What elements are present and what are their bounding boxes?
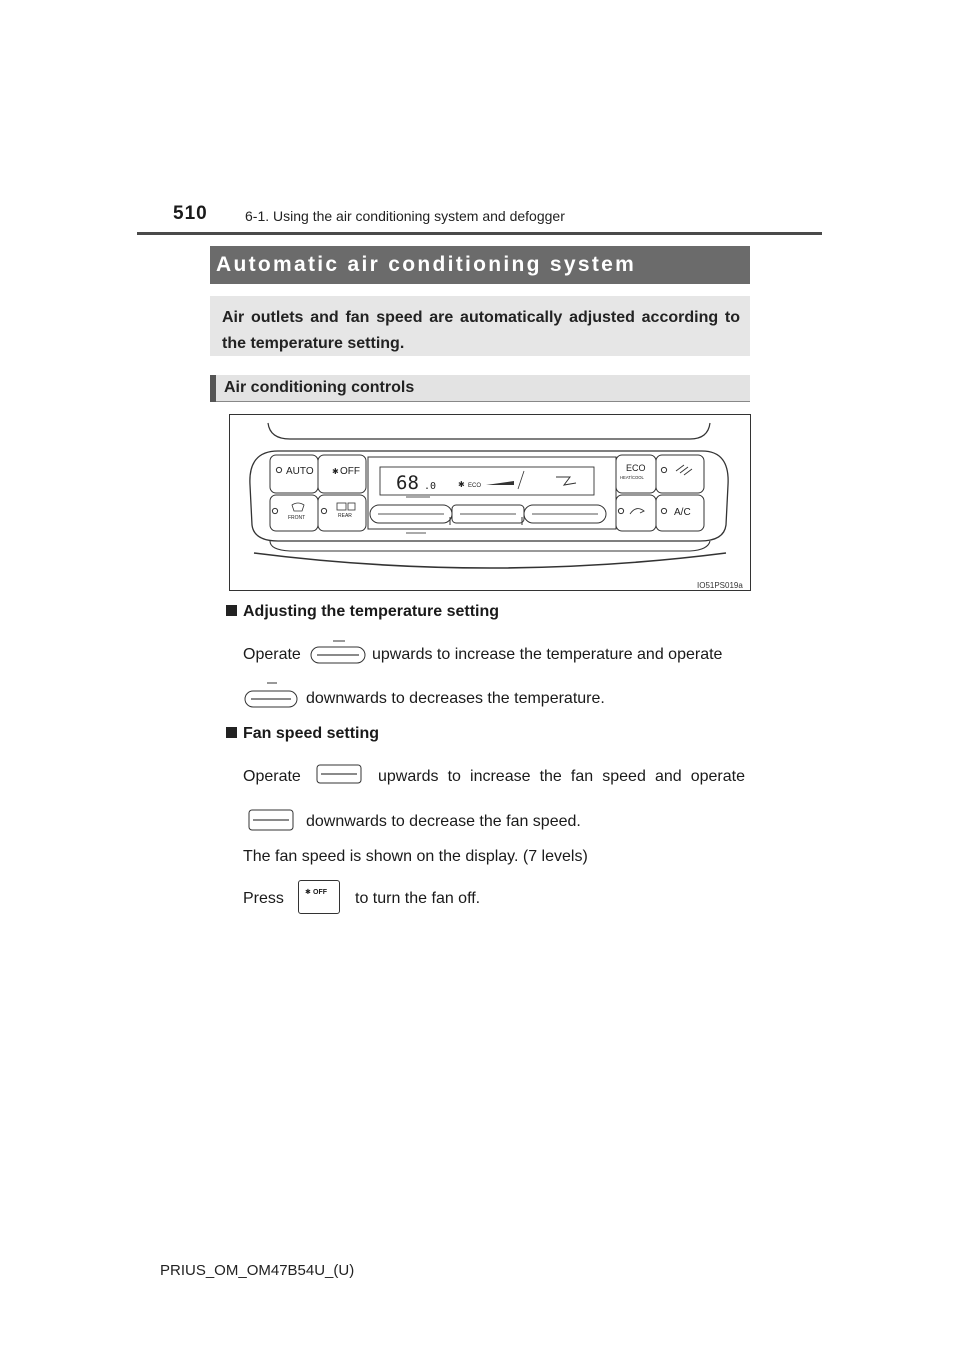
s-flow-icon [676,465,692,475]
ac-label: A/C [674,507,691,518]
front-label: FRONT [288,515,306,521]
panel-bottom-curve [254,553,726,568]
panel-lower-curve [270,541,710,551]
bullet-square-icon [226,605,237,616]
temperature-heading-text: Adjusting the temperature setting [243,603,500,620]
temperature-slider-icon [243,680,299,710]
intro-text: Air outlets and fan speed are automatically adjusted according to the temperature setting. [222,309,740,352]
temperature-heading [226,603,499,621]
fan-speed-line2: downwards to decrease the fan speed. [306,813,581,830]
display-temperature: 68 [396,472,419,494]
temperature-line1-a: Operate [243,646,301,663]
display-divider [518,471,524,489]
rear-label: REAR [338,513,352,519]
figure-code: IO51PS019a [697,581,743,590]
fan-speed-line3: The fan speed is shown on the display. (7 levels) [243,848,588,865]
footer-doc-code: PRIUS_OM_OM47B54U_(U) [160,1262,355,1279]
fan-off-label: OFF [340,466,360,477]
section-title: 6-1. Using the air conditioning system and defogger [245,208,565,224]
fan-speed-heading-text: Fan speed setting [243,725,380,742]
fan-speed-line4-b: to turn the fan off. [355,890,481,907]
recirculation-icon [630,509,644,514]
recirculation-indicator [618,508,623,513]
front-defog-icon [292,503,304,511]
display-fan-icon: ✱ [458,480,465,489]
front-indicator [272,508,277,513]
fan-speed-slider-icon [248,806,294,834]
bullet-square-icon [226,727,237,738]
fan-speed-line4-a: Press [243,890,284,907]
display-decimal: .0 [424,481,437,492]
rear-indicator [321,508,326,513]
display-eco-label: ECO [468,483,482,489]
fan-icon: ✱ [332,467,339,476]
page-title: Automatic air conditioning system [216,253,637,276]
temperature-line2: downwards to decreases the temperature. [306,690,605,707]
airflow-mode-icon [556,477,576,485]
eco-label: ECO [626,463,646,473]
ac-control-panel-figure [229,414,751,591]
fan-off-icon-label: OFF [313,889,327,896]
fan-speed-line1-a: Operate [243,768,301,785]
temperature-slider-icon [309,638,367,666]
heat-cool-label: HEAT/COOL [620,475,644,480]
auto-label: AUTO [286,466,314,477]
subsection-accent [210,375,216,402]
ac-control-panel-drawing [230,415,750,590]
fan-off-button-icon [298,880,340,914]
fan-speed-bar [486,481,514,485]
s-flow-indicator [661,467,666,472]
ac-indicator [661,508,666,513]
page-number: 510 [173,203,208,224]
eco-button [616,455,656,493]
subsection-title: Air conditioning controls [224,379,415,396]
fan-icon: ✱ [305,888,311,896]
mirror-heater-icon [348,503,355,510]
fan-speed-heading [226,725,379,743]
fan-speed-line1-b: upwards to increase the fan speed and operate [378,768,745,785]
panel-top-curve [268,423,710,439]
auto-indicator [276,467,281,472]
fan-speed-slider-icon [316,761,362,787]
header-rule [137,232,822,235]
temperature-line1-b: upwards to increase the temperature and operate [372,646,723,663]
s-flow-button [656,455,704,493]
rear-defog-icon [337,503,346,510]
